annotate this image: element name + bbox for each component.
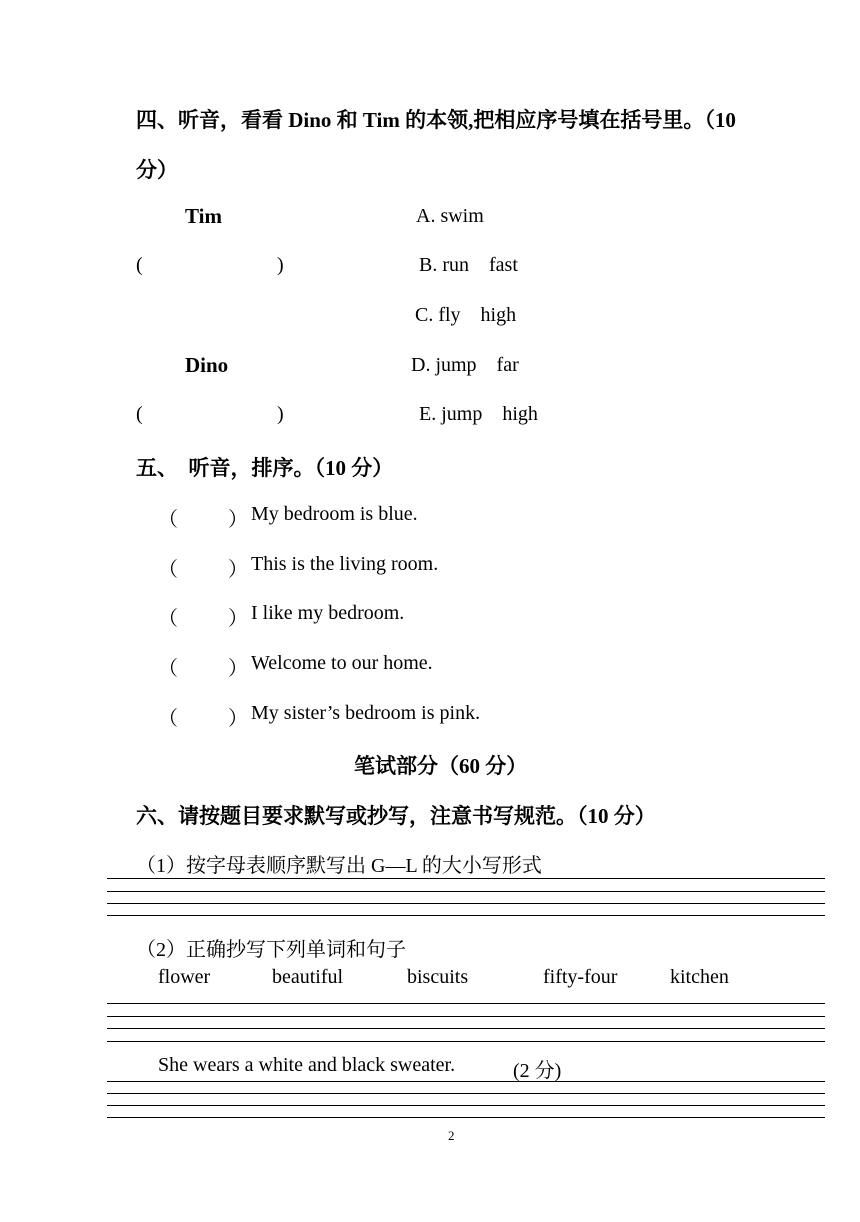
- list-item: My bedroom is blue.: [251, 503, 418, 525]
- writing-line: [107, 903, 825, 904]
- writing-line: [107, 1105, 825, 1106]
- dino-bracket-close: ): [277, 403, 284, 425]
- paren-open: （: [158, 658, 178, 680]
- word-biscuits: biscuits: [407, 966, 469, 988]
- option-c: C. fly high: [415, 304, 517, 326]
- writing-line: [107, 1041, 825, 1042]
- writing-line: [107, 1093, 825, 1094]
- written-part-title: 笔试部分（60 分）: [354, 754, 528, 778]
- paren-close: ）: [228, 658, 248, 680]
- person-tim: Tim: [185, 204, 222, 228]
- paren-close: ）: [228, 708, 248, 730]
- sub-question-1: （1）按字母表顺序默写出 G—L 的大小写形式: [136, 855, 542, 877]
- writing-line: [107, 915, 825, 916]
- writing-line: [107, 891, 825, 892]
- writing-line: [107, 1028, 825, 1029]
- section6-heading: 六、请按题目要求默写或抄写，注意书写规范。（10 分）: [136, 804, 656, 828]
- writing-line: [107, 1081, 825, 1082]
- option-e: E. jump high: [419, 403, 538, 425]
- paren-open: （: [158, 708, 178, 730]
- word-fifty-four: fifty-four: [543, 966, 618, 988]
- copy-sentence: She wears a white and black sweater.: [158, 1054, 456, 1076]
- word-beautiful: beautiful: [272, 966, 344, 988]
- tim-bracket-close: ): [277, 254, 284, 276]
- word-kitchen: kitchen: [670, 966, 729, 988]
- section4-heading-line1: 四、听音，看看 Dino 和 Tim 的本领,把相应序号填在括号里。（10: [136, 108, 736, 132]
- writing-line: [107, 878, 825, 879]
- word-flower: flower: [158, 966, 211, 988]
- writing-line: [107, 1016, 825, 1017]
- tim-bracket-open: (: [136, 254, 143, 276]
- paren-close: ）: [228, 608, 248, 630]
- sub-question-2: （2）正确抄写下列单词和句子: [136, 939, 406, 961]
- paren-close: ）: [228, 509, 248, 531]
- paren-open: （: [158, 559, 178, 581]
- paren-open: （: [158, 509, 178, 531]
- writing-line: [107, 1117, 825, 1118]
- list-item: This is the living room.: [251, 553, 439, 575]
- list-item: My sister’s bedroom is pink.: [251, 702, 481, 724]
- section4-heading-line2: 分）: [136, 158, 178, 182]
- dino-bracket-open: (: [136, 403, 143, 425]
- paren-open: （: [158, 608, 178, 630]
- sentence-score: (2 分): [513, 1060, 562, 1082]
- option-b: B. run fast: [419, 254, 518, 276]
- writing-line: [107, 1003, 825, 1004]
- list-item: I like my bedroom.: [251, 602, 405, 624]
- page-number: 2: [448, 1128, 455, 1143]
- person-dino: Dino: [185, 353, 229, 377]
- option-a: A. swim: [416, 205, 484, 227]
- list-item: Welcome to our home.: [251, 652, 433, 674]
- section5-heading: 五、 听音，排序。（10 分）: [136, 456, 394, 480]
- paren-close: ）: [228, 559, 248, 581]
- option-d: D. jump far: [411, 354, 519, 376]
